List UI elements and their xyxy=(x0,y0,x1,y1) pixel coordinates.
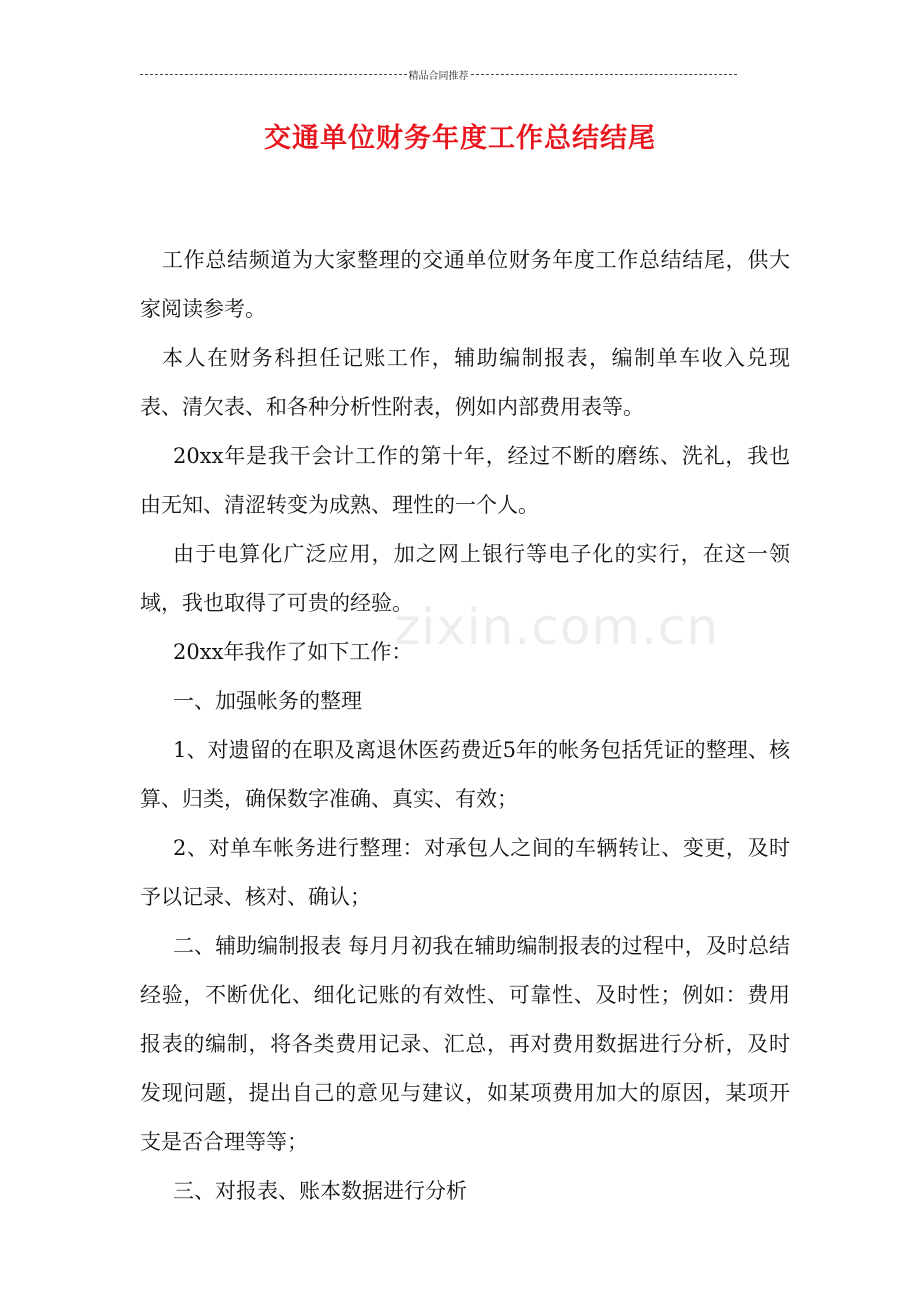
heading-section-3: 三、对报表、账本数据进行分析 xyxy=(173,1179,467,1203)
list-item-2: 2、对单车帐务进行整理：对承包人之间的车辆转让、变更，及时予以记录、核对、确认； xyxy=(140,836,790,909)
paragraph-intro: 工作总结频道为大家整理的交通单位财务年度工作总结结尾，供大家阅读参考。 xyxy=(140,248,790,321)
header-dash-left xyxy=(140,74,407,75)
list-item-1: 1、对遗留的在职及离退休医药费近5年的帐务包括凭证的整理、核算、归类，确保数字准确、真实、有效； xyxy=(140,738,790,811)
paragraph-tenth-year: 20xx年是我干会计工作的第十年，经过不断的磨练、洗礼，我也由无知、清涩转变为成熟、理性的一个人。 xyxy=(140,444,790,517)
document-body xyxy=(140,236,790,1216)
header-dash-right xyxy=(471,74,738,75)
paragraph-work-list-intro: 20xx年我作了如下工作： xyxy=(173,640,413,664)
paragraph-computerization: 由于电算化广泛应用，加之网上银行等电子化的实行，在这一领域，我也取得了可贵的经验。 xyxy=(140,542,790,615)
header-rule xyxy=(140,66,737,82)
header-label: 精品合同推荐 xyxy=(408,70,469,82)
heading-section-1: 一、加强帐务的整理 xyxy=(173,689,362,713)
watermark: zixin.com.cn xyxy=(394,598,720,656)
paragraph-role: 本人在财务科担任记账工作，辅助编制报表，编制单车收入兑现表、清欠表、和各种分析性附表，例如内部费用表等。 xyxy=(140,346,790,419)
document-title: 交通单位财务年度工作总结结尾 xyxy=(264,123,656,154)
heading-section-2: 二、辅助编制报表 每月月初我在辅助编制报表的过程中，及时总结经验，不断优化、细化记账的有效性、可靠性、及时性；例如：费用报表的编制，将各类费用记录、汇总，再对费用数据进行分析，及时发现问题，提出自己的意见与建议，如某项费用加大的原因，某项开支是否合理等等； xyxy=(140,934,790,1154)
